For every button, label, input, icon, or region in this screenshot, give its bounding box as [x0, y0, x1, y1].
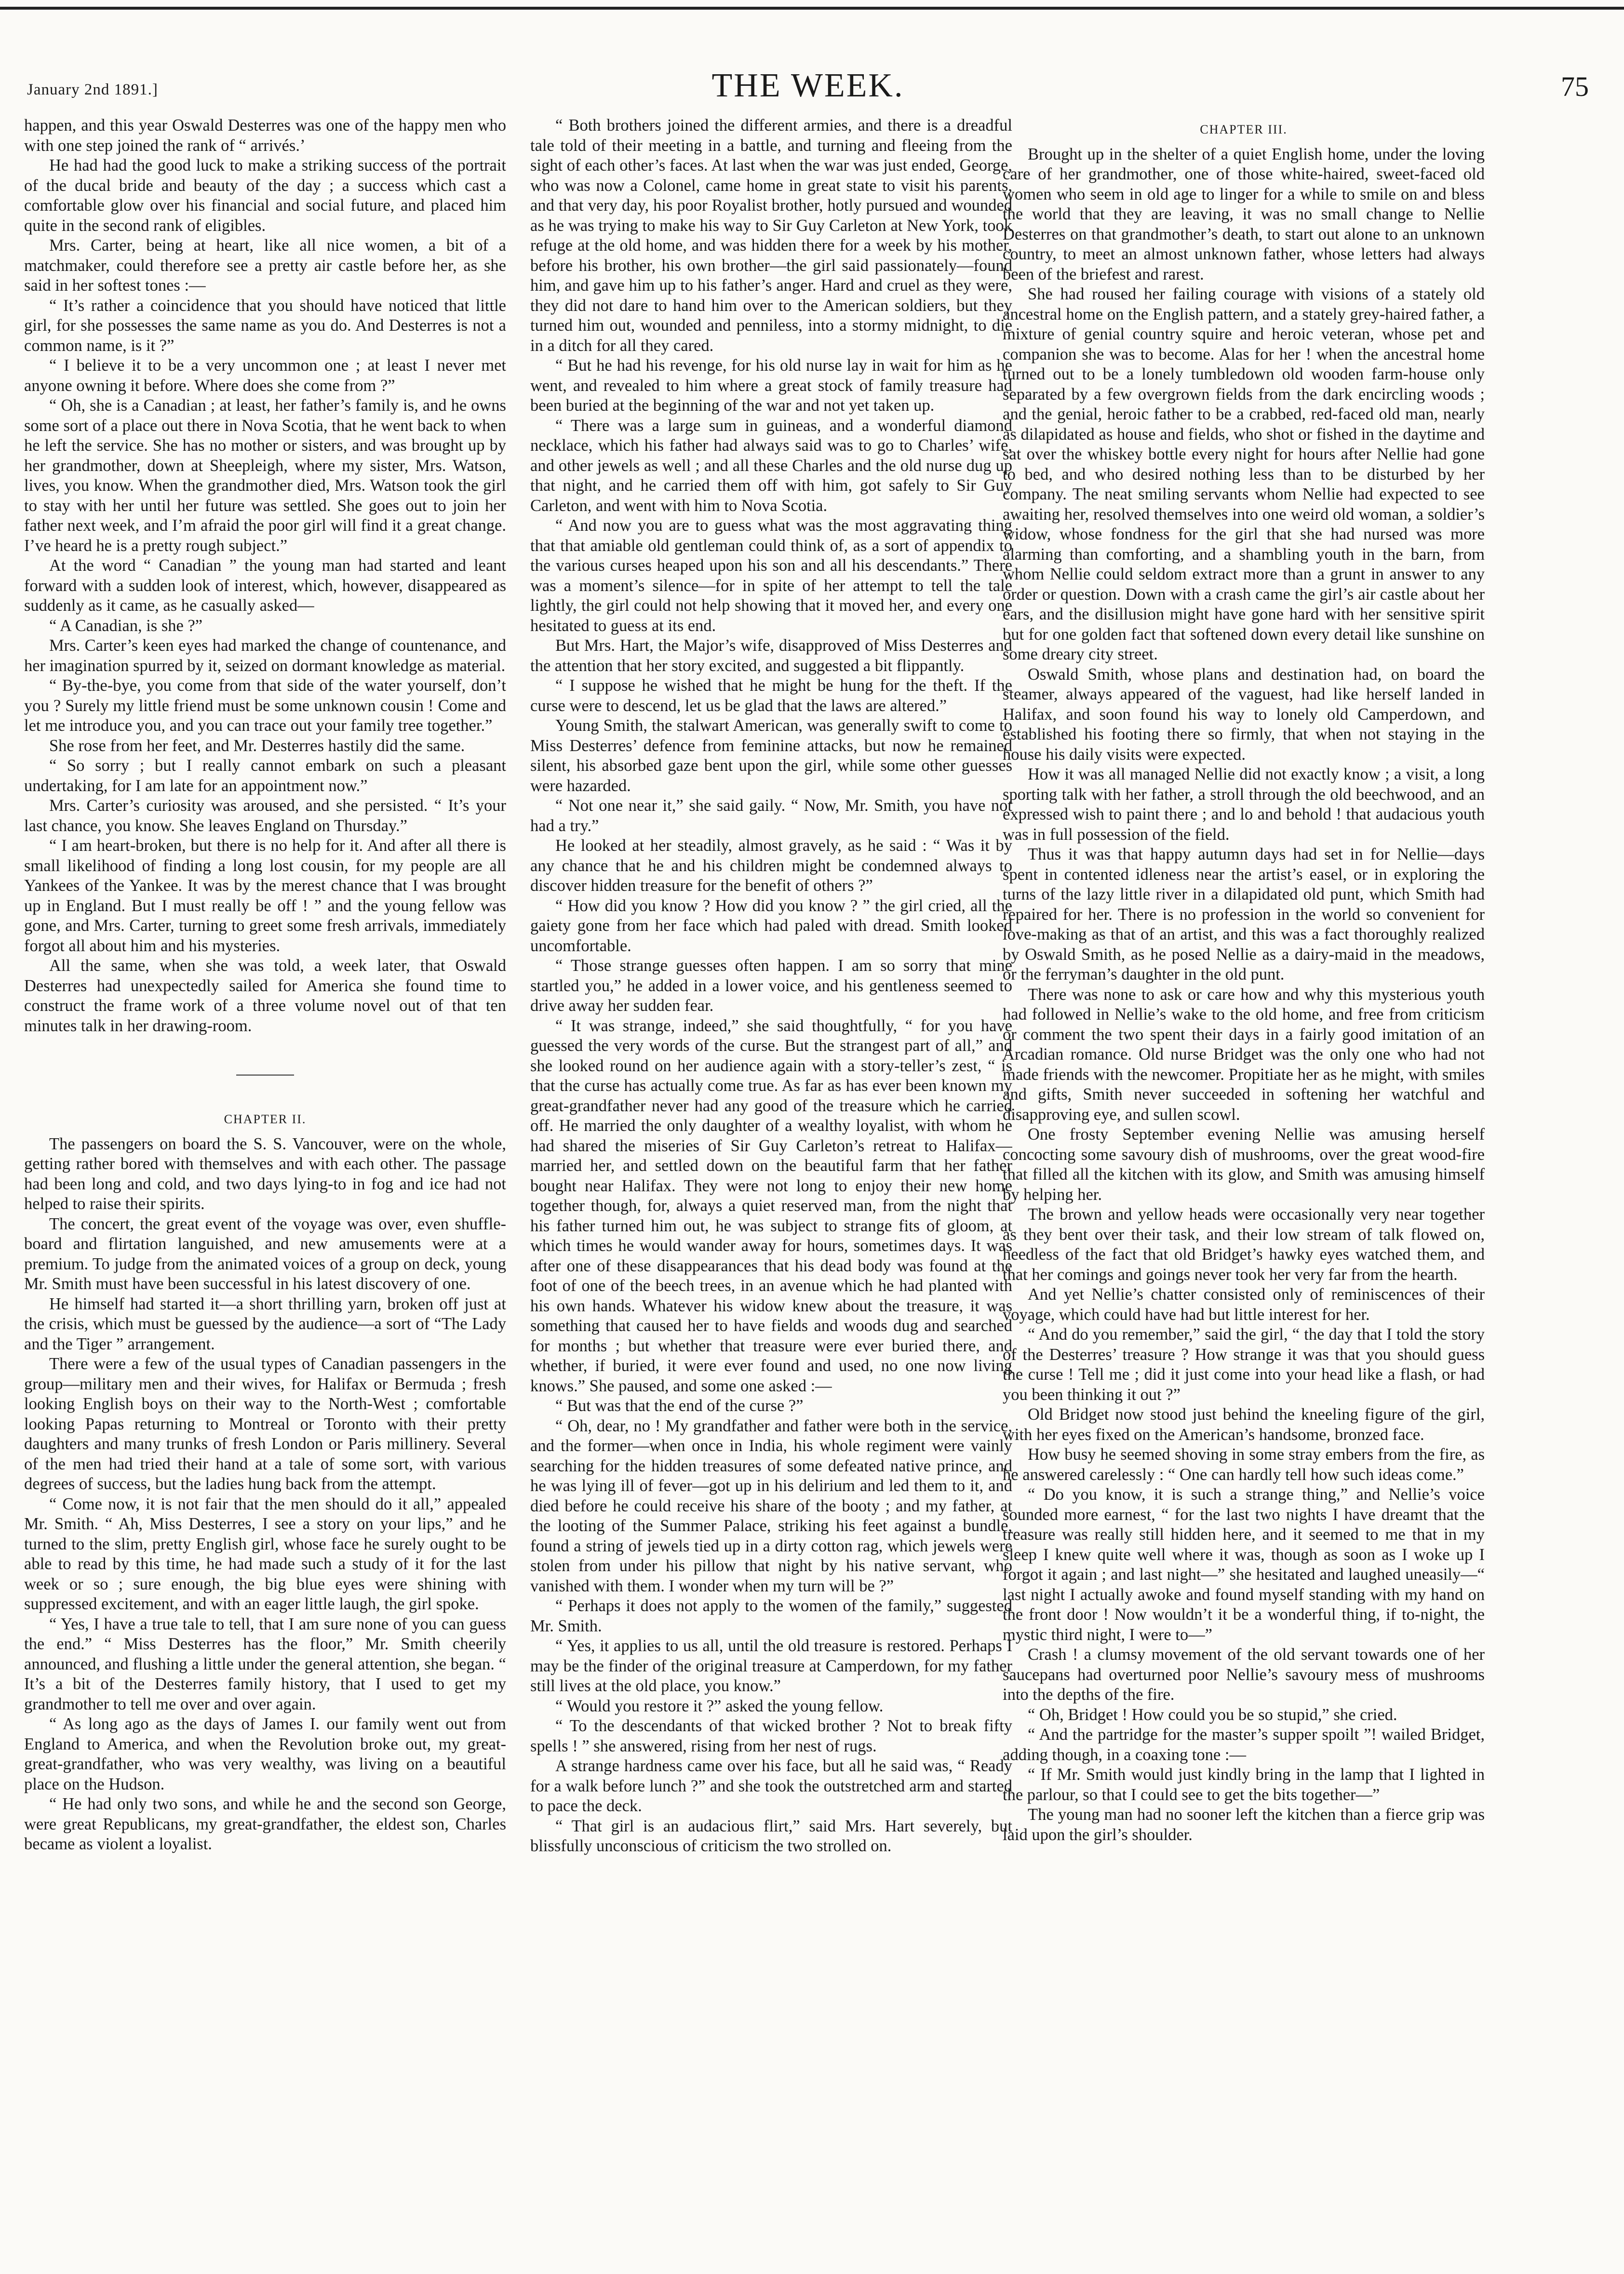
paragraph: Young Smith, the stalwart American, was generally swift to come to Miss Desterres’ defence from feminine attacks, but now he remained silent, his absorbed gaze bent upon the girl, while some other guesses were hazarded. [530, 716, 1012, 795]
paragraph: But Mrs. Hart, the Major’s wife, disapproved of Miss Desterres and the attention that her story excited, and suggested a bit flippantly. [530, 636, 1012, 675]
section-divider [236, 1075, 294, 1076]
paragraph: “ To the descendants of that wicked brother ? Not to break fifty spells ! ” she answered, rising from her nest of rugs. [530, 1717, 1012, 1755]
paragraph: The young man had no sooner left the kitchen than a fierce grip was laid upon the girl’s shoulder. [1003, 1805, 1485, 1844]
paragraph: The passengers on board the S. S. Vancouver, were on the whole, getting rather bored with themselves and with each other. The passage had been long and cold, and two days lying-to in fog and ice had not helped to raise their spirits. [24, 1134, 506, 1213]
paragraph: Mrs. Carter’s curiosity was aroused, and she persisted. “ It’s your last chance, you know. She leaves England on Thursday.” [24, 796, 506, 835]
issue-date: January 2nd 1891.] [27, 81, 158, 98]
paragraph: She rose from her feet, and Mr. Desterres hastily did the same. [49, 736, 465, 755]
paragraph: “ Oh, she is a Canadian ; at least, her father’s family is, and he owns some sort of a place out there in Nova Scotia, that he went back to when he left the service. She has no mother or sisters, and was brought up by her grandmother, down at Sheepleigh, where my sister, Mrs. Watson, lives, you know. When the grandmother died, Mrs. Watson took the girl to stay with her until her future was settled. She goes out to join her father next week, and I’m afraid the poor girl will find it a great change. I’ve heard he is a pretty rough subject.” [24, 396, 506, 555]
paragraph: Crash ! a clumsy movement of the old servant towards one of her saucepans had overturned poor Nellie’s savoury mess of mushrooms into the depths of the fire. [1003, 1645, 1485, 1704]
page-header [27, 67, 1589, 115]
paragraph: “ That girl is an audacious flirt,” said Mrs. Hart severely, but blissfully unconscious of criticism the two strolled on. [530, 1817, 1012, 1855]
paragraph: “ Yes, it applies to us all, until the old treasure is restored. Perhaps I may be the finder of the original treasure at Camperdown, for my father still lives at the old place, you know.” [530, 1637, 1012, 1695]
paragraph: “ And the partridge for the master’s supper spoilt ”! wailed Bridget, adding though, in a coaxing tone :— [1003, 1725, 1485, 1764]
paragraph: “ There was a large sum in guineas, and a wonderful diamond necklace, which his father had always said was to go to Charles’ wife, and other jewels as well ; and all these Charles and the old nurse dug up that night, and he carried them off with him, got safely to Sir Guy Carleton, and went with him to Nova Scotia. [530, 416, 1012, 515]
chapter-heading: CHAPTER II. [224, 1112, 307, 1126]
column-2 [530, 116, 1012, 2266]
paragraph: “ A Canadian, is she ?” [49, 616, 203, 635]
paragraph: Old Bridget now stood just behind the kneeling figure of the girl, with her eyes fixed on the American’s handsome, bronzed face. [1003, 1405, 1485, 1444]
paragraph: “ Oh, Bridget ! How could you be so stupid,” she cried. [1028, 1705, 1397, 1724]
paragraph: “ I am heart-broken, but there is no help for it. And after all there is small likelihood of finding a long lost cousin, for my people are all Yankees of the Yankee. It was by the merest chance that I was brought up in England. But I must really be off ! ” and the young fellow was gone, and Mrs. Carter, turning to greet some fresh arrivals, immediately forgot all about him and his mysteries. [24, 836, 506, 955]
paragraph: He looked at her steadily, almost gravely, as he said : “ Was it by any chance that he and his children might be condemned always to discover hidden treasure for the benefit of others ?” [530, 836, 1012, 895]
paragraph: “ Would you restore it ?” asked the young fellow. [555, 1696, 884, 1715]
paragraph: “ And do you remember,” said the girl, “ the day that I told the story of the Desterres’ treasure ? How strange it was that you should guess the curse ! Tell me ; did it just come into your head like a flash, or had you been thinking it out ?” [1003, 1325, 1485, 1404]
paragraph: At the word “ Canadian ” the young man had started and leant forward with a sudden look of interest, which, however, disappeared as suddenly as it came, as he casually asked— [24, 556, 506, 615]
paragraph: He had had the good luck to make a striking success of the portrait of the ducal bride and beauty of the day ; a success which cast a comfortable glow over his financial and social future, and placed him quite in the second rank of eligibles. [24, 156, 506, 235]
paragraph: “ He had only two sons, and while he and the second son George, were great Republicans, my great-grandfather, the eldest son, Charles became as violent a loyalist. [24, 1795, 506, 1853]
paragraph: “ Oh, dear, no ! My grandfather and father were both in the service, and the former—when once in India, his whole regiment were vainly searching for the hidden treasures of some defeated native prince, and he was lying ill of fever—got up in his delirium and led them to it, and died before he could receive his share of the booty ; and my father, at the looting of the Summer Palace, striking his feet against a bundle, found a string of jewels tied up in a dirty cotton rag, which jewels were stolen from under his pillow that night by his native servant, who vanished with them. I wonder when my turn will be ?” [530, 1416, 1012, 1595]
paragraph: Thus it was that happy autumn days had set in for Nellie—days spent in contented idleness near the artist’s easel, or in exploring the turns of the lazy little river in a dilapidated old punt, which Smith had repaired for her. There is no profession in the world so convenient for love-making as that of an artist, and this was a fact thoroughly realized by Oswald Smith, as he posed Nellie as a dairy-maid in the meadows, or the ferryman’s daughter in the old punt. [1003, 845, 1485, 983]
paragraph: The brown and yellow heads were occasionally very near together as they bent over their task, and their low stream of talk flowed on, heedless of the fact that old Bridget’s hawky eyes watched them, and that her comings and goings never took her very far from the hearth. [1003, 1205, 1485, 1284]
paragraph: “ It’s rather a coincidence that you should have noticed that little girl, for she possesses the same name as you do. And Desterres is not a common name, is it ?” [24, 296, 506, 355]
paragraph: happen, and this year Oswald Desterres was one of the happy men who with one step joined the rank of “ arrivés.’ [24, 116, 506, 155]
paragraph: “ By-the-bye, you come from that side of the water yourself, don’t you ? Surely my little friend must be some unknown cousin ! Come and let me introduce you, and you can trace out your family tree together.” [24, 676, 506, 735]
page-number: 75 [1561, 71, 1589, 102]
paragraph: “ Yes, I have a true tale to tell, that I am sure none of you can guess the end.” “ Miss Desterres has the floor,” Mr. Smith cheerily announced, and flushing a little under the general attention, she began. “ It’s a bit of the Desterres family history, that I used to get my grandmother to tell me over and over again. [24, 1615, 506, 1713]
paragraph: “ Do you know, it is such a strange thing,” and Nellie’s voice sounded more earnest, “ for the last two nights I have dreamt that the treasure was really still hidden here, and it seemed to me that in my sleep I knew quite well where it was, though as soon as I woke up I forgot it again ; and last night—” she hesitated and laughed uneasily—“ last night I actually awoke and found myself standing with my hand on the front door ! Now wouldn’t it be a wonderful thing, if to-night, the mystic third night, I were to—” [1003, 1485, 1485, 1644]
paragraph: “ Not one near it,” she said gaily. “ Now, Mr. Smith, you have not had a try.” [530, 796, 1012, 835]
paragraph: There were a few of the usual types of Canadian passengers in the group—military men and their wives, for Halifax or Bermuda ; fresh looking English boys on their way to the North-West ; comfortable looking Papas returning to Montreal or Toronto with their pretty daughters and many trunks of fresh London or Paris millinery. Several of the men had tried their hand at a tale of some sort, with various degrees of success, but the ladies hung back from the attempt. [24, 1355, 506, 1493]
paragraph: Oswald Smith, whose plans and destination had, on board the steamer, always appeared of the vaguest, had like herself landed in Halifax, and soon found his way to lonely old Camperdown, and established his footing there so firmly, that when not staying in the house his daily visits were expected. [1003, 665, 1485, 764]
paragraph: “ But he had his revenge, for his old nurse lay in wait for him as he went, and revealed to him where a great stock of family treasure had been buried at the beginning of the war and not yet taken up. [530, 356, 1012, 415]
chapter-heading: CHAPTER III. [1200, 122, 1288, 136]
paragraph: Brought up in the shelter of a quiet English home, under the loving care of her grandmother, one of those white-haired, sweet-faced old women who seem in old age to linger for a while to smile on and bless the world that they are leaving, it was no small change to Nellie Desterres on that grandmother’s death, to start out alone to an unknown country, to meet an almost unknown father, whose letters had always been of the briefest and rarest. [1003, 145, 1485, 283]
paragraph: “ Those strange guesses often happen. I am so sorry that mine startled you,” he added in a lower voice, and his gentleness seemed to drive away her sudden fear. [530, 956, 1012, 1015]
paragraph: “ Perhaps it does not apply to the women of the family,” suggested Mr. Smith. [530, 1597, 1012, 1635]
paragraph: “ Come now, it is not fair that the men should do it all,” appealed Mr. Smith. “ Ah, Miss Desterres, I see a story on your lips,” and he turned to the slim, pretty English girl, whose face he surely ought to be able to read by this time, he had made such a study of it for the last week or so ; sure enough, the big blue eyes were shining with suppressed excitement, and with an eager little laugh, the girl spoke. [24, 1494, 506, 1613]
paragraph: “ And now you are to guess what was the most aggravating thing that that amiable old gentleman could think of, as a sort of appendix to the various curses heaped upon his son and all his descendants.” There was a moment’s silence—for in spite of her attempt to tell the tale lightly, the girl could not help showing that it moved her, and every one hesitated to guess at its end. [530, 516, 1012, 635]
paragraph: She had roused her failing courage with visions of a stately old ancestral home on the English pattern, and a stately grey-haired father, a mixture of genial country squire and heroic veteran, whose pet and companion she was to become. Alas for her ! when the ancestral home turned out to be a lonely tumbledown old wooden farm-house only separated by a few overgrown fields from the dark encircling woods ; and the genial, heroic father to be a crabbed, red-faced old man, nearly as dilapidated as house and fields, who shot or fished in the daytime and sat over the whiskey bottle every night for hours after Nellie had gone to bed, and who desired nothing less than to be disturbed by her company. The neat smiling servants whom Nellie had expected to see awaiting her, resolved themselves into one weird old woman, a soldier’s widow, whose fondness for the girl that she had nursed was more alarming than comforting, and a shambling youth in the barn, from whom Nellie could seldom extract more than a grunt in answer to any order or question. Down with a crash came the girl’s air castle about her ears, and the disillusion might have gone hard with her sensitive spirit but for one golden fact that softened down every detail like sunshine on some dreary city street. [1003, 285, 1485, 663]
top-rule [0, 7, 1624, 10]
paragraph: How it was all managed Nellie did not exactly know ; a visit, a long sporting talk with her father, a stroll through the old beechwood, and an expressed wish to paint there ; and lo and behold ! that audacious youth was in full possession of the field. [1003, 765, 1485, 844]
paragraph: Mrs. Carter, being at heart, like all nice women, a bit of a matchmaker, could therefore see a pretty air castle before her, as she said in her softest tones :— [24, 236, 506, 295]
paragraph: “ But was that the end of the curse ?” [555, 1397, 804, 1415]
paragraph: “ It was strange, indeed,” she said thoughtfully, “ for you have guessed the very words of the curse. But the strangest part of all,” and she looked round on her audience again with a story-teller’s zest, “ is that the curse has actually come true. As far as has ever been known my great-grandfather never had any good of the treasure which he carried off. He married the only daughter of a wealthy loyalist, with whom he had shared the miseries of Sir Guy Carleton’s retreat to Halifax—married her, and settled down on the beautiful farm that her father bought near Halifax. They were not long to enjoy their new home together though, for, always a quiet reserved man, from the night that his father turned him out, he was subject to strange fits of gloom, at which times he would wander away for hours, sometimes days. It was after one of these disappearances that his dead body was found at the foot of one of the beech trees, in an avenue which he had planted with his own hands. Whatever his widow knew about the treasure, it was something that caused her to have fields and woods dug and searched for months ; but whether that treasure were ever buried there, and whether, if buried, it were ever found and used, no one now living knows.” She paused, and some one asked :— [530, 1016, 1012, 1395]
paragraph: And yet Nellie’s chatter consisted only of reminiscences of their voyage, which could have had but little interest for her. [1003, 1285, 1485, 1324]
paragraph: A strange hardness came over his face, but all he said was, “ Ready for a walk before lunch ?” and she took the outstretched arm and started to pace the deck. [530, 1757, 1012, 1815]
paragraph: One frosty September evening Nellie was amusing herself concocting some savoury dish of mushrooms, over the great wood-fire that filled all the kitchen with its glow, and Smith was amusing himself by helping her. [1003, 1125, 1485, 1204]
column-3 [1003, 116, 1485, 2266]
paragraph: “ I believe it to be a very uncommon one ; at least I never met anyone owning it before. Where does she come from ?” [24, 356, 506, 395]
paragraph: There was none to ask or care how and why this mysterious youth had followed in Nellie’s wake to the old home, and free from criticism or comment the two spent their days in a fairly good imitation of an Arcadian romance. Old nurse Bridget was the only one who had not made friends with the newcomer. Propitiate her as he might, with smiles and gifts, Smith never succeeded in softening her watchful and disapproving eye, and sullen scowl. [1003, 985, 1485, 1124]
paragraph: Mrs. Carter’s keen eyes had marked the change of countenance, and her imagination spurred by it, seized on dormant knowledge as material. [24, 636, 506, 675]
paragraph: The concert, the great event of the voyage was over, even shuffle-board and flirtation languished, and new amusements were at a premium. To judge from the animated voices of a group on deck, young Mr. Smith must have been successful in his latest discovery of one. [24, 1214, 506, 1293]
paragraph: How busy he seemed shoving in some stray embers from the fire, as he answered carelessly : “ One can hardly tell how such ideas come.” [1003, 1445, 1485, 1484]
paragraph: “ So sorry ; but I really cannot embark on such a pleasant undertaking, for I am late for an appointment now.” [24, 756, 506, 795]
paragraph: “ If Mr. Smith would just kindly bring in the lamp that I lighted in the parlour, so that I could see to get the bits together—” [1003, 1765, 1485, 1804]
paragraph: “ I suppose he wished that he might be hung for the theft. If the curse were to descend, let us be glad that the laws are altered.” [530, 676, 1012, 715]
paragraph: “ As long ago as the days of James I. our family went out from England to America, and when the Revolution broke out, my great-great-grandfather, who was very wealthy, was living on a beautiful place on the Hudson. [24, 1715, 506, 1793]
paragraph: “ How did you know ? How did you know ? ” the girl cried, all the gaiety gone from her face which had paled with dread. Smith looked uncomfortable. [530, 896, 1012, 955]
paragraph: “ Both brothers joined the different armies, and there is a dreadful tale told of their meeting in a battle, and turning and fleeing from the sight of each other’s faces. At last when the war was just ended, George, who was now a Colonel, came home in great state to visit his parents, and that very day, his poor Royalist brother, hotly pursued and wounded as he was trying to make his way to Sir Guy Carleton at New York, took refuge at the old home, and was hidden there for a week by his mother, before his brother, his own brother—the girl said passionately—found him, and gave him up to his father’s anger. Hard and cruel as they were, they did not dare to hand him over to the American soldiers, but they turned him out, wounded and penniless, into a stormy midnight, to die in a ditch for all they cared. [530, 116, 1012, 355]
paragraph: He himself had started it—a short thrilling yarn, broken off just at the crisis, which must be guessed by the audience—a sort of “The Lady and the Tiger ” arrangement. [24, 1294, 506, 1353]
publication-title: THE WEEK. [711, 67, 904, 104]
column-1 [24, 116, 506, 2266]
paragraph: All the same, when she was told, a week later, that Oswald Desterres had unexpectedly sailed for America she found time to construct the frame work of a three volume novel out of that ten minutes talk in her drawing-room. [24, 956, 506, 1035]
